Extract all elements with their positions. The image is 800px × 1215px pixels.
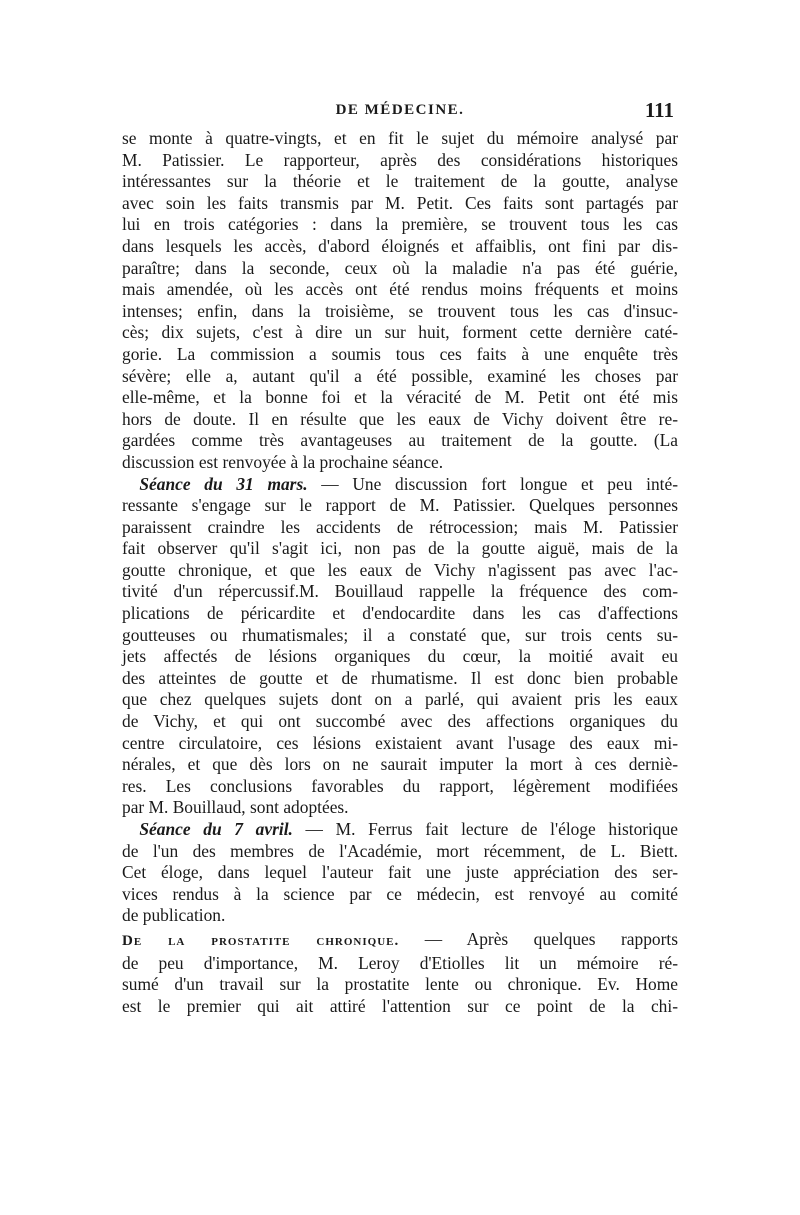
text-line: centre circulatoire, ces lésions existaient avant l'usage des eaux mi- — [122, 732, 678, 753]
text-line: de publication. — [122, 905, 226, 926]
text-line: sumé d'un travail sur la prostatite lente ou chronique. Ev. Home — [122, 974, 678, 995]
text-line: goutteuses ou rhumatismales; il a constaté que, sur trois cents su- — [122, 624, 678, 645]
seance-31-mars-first-line: — Une discussion fort longue et peu inté- — [307, 473, 678, 494]
paragraph-prostatite-body — [122, 953, 678, 1018]
text-line: jets affectés de lésions organiques du cœur, la moitié avait eu — [122, 646, 678, 667]
text-line: cès; dix sujets, c'est à dire un sur huit, forment cette dernière caté- — [122, 322, 678, 343]
page-number: 111 — [644, 98, 674, 122]
text-line: elle-même, et la bonne foi et la véracité de M. Petit ont été mis — [122, 387, 678, 408]
text-line: plications de péricardite et d'endocardite dans les cas d'affections — [122, 603, 678, 624]
page-body — [122, 128, 678, 1017]
text-line: de Vichy, et qui ont succombé avec des affections organiques du — [122, 711, 678, 732]
prostatite-first-line: — Après quelques rapports — [399, 928, 678, 949]
text-line — [122, 819, 678, 841]
text-line: que chez quelques sujets dont on a parlé, qui avaient pris les eaux — [122, 689, 678, 710]
paragraph-goutte-vichy — [122, 128, 678, 474]
text-line: sévère; elle a, autant qu'il a été possible, examiné les choses par — [122, 365, 678, 386]
text-line: lui en trois catégories : dans la première, se trouvent tous les cas — [122, 214, 678, 235]
text-line: dans lesquels les accès, d'abord éloignés et affaiblis, ont fini par dis- — [122, 235, 678, 256]
text-line — [122, 929, 678, 953]
text-line: res. Les conclusions favorables du rapport, légèrement modifiées — [122, 775, 678, 796]
seance-7-avril-first-line: — M. Ferrus fait lecture de l'éloge historique — [292, 819, 678, 839]
text-line: gorie. La commission a soumis tous ces faits à une enquête très — [122, 343, 678, 364]
text-line: mais amendée, où les accès ont été rendus moins fréquents et moins — [122, 279, 678, 300]
page-header — [120, 98, 680, 130]
text-line: intenses; enfin, dans la troisième, se trouvent tous les cas d'insuc- — [122, 300, 678, 321]
text-line: fait observer qu'il s'agit ici, non pas de la goutte aiguë, mais de la — [122, 538, 678, 559]
text-line: M. Patissier. Le rapporteur, après des considérations historiques — [122, 149, 678, 170]
paragraph-seance-7-avril-body — [122, 841, 678, 927]
text-line: nérales, et que dès lors on ne saurait imputer la mort à ces derniè- — [122, 754, 678, 775]
text-line: de l'un des membres de l'Académie, mort récemment, de L. Biett. — [122, 840, 678, 861]
text-line: tivité d'un répercussif.M. Bouillaud rappelle la fréquence des com- — [122, 581, 678, 602]
text-line: Cet éloge, dans lequel l'auteur fait une juste appréciation des ser- — [122, 862, 678, 883]
running-title: DE MÉDECINE. — [335, 102, 465, 118]
text-line: hors de doute. Il en résulte que les eaux de Vichy doivent être re- — [122, 408, 678, 429]
paragraph-seance-31-mars — [122, 474, 678, 820]
text-line: par M. Bouillaud, sont adoptées. — [122, 797, 349, 818]
text-line: des atteintes de goutte et de rhumatisme. Il est donc bien probable — [122, 667, 678, 688]
text-line: discussion est renvoyée à la prochaine séance. — [122, 451, 444, 472]
seance-7-avril-label: Séance du 7 avril. — [139, 819, 293, 839]
text-line: intéressantes sur la théorie et le traitement de la goutte, analyse — [122, 171, 678, 192]
seance-31-mars-label: Séance du 31 mars. — [139, 473, 308, 494]
prostatite-section-title: De la prostatite chronique. — [122, 932, 400, 949]
text-line: paraître; dans la seconde, ceux où la maladie n'a pas été guérie, — [122, 257, 678, 278]
text-line: paraissent craindre les accidents de rétrocession; mais M. Patissier — [122, 516, 678, 537]
paragraph-prostatite — [122, 929, 678, 1017]
text-line: gardées comme très avantageuses au traitement de la goutte. (La — [122, 430, 678, 451]
text-line: ressante s'engage sur le rapport de M. Patissier. Quelques personnes — [122, 495, 678, 516]
text-line: goutte chronique, et que les eaux de Vichy n'agissent pas avec l'ac- — [122, 559, 678, 580]
text-line: vices rendus à la science par ce médecin, est renvoyé au comité — [122, 883, 678, 904]
text-line: de peu d'importance, M. Leroy d'Etiolles lit un mémoire ré- — [122, 952, 678, 973]
text-line: est le premier qui ait attiré l'attention sur ce point de la chi- — [122, 995, 678, 1016]
paragraph-seance-31-mars-body — [122, 495, 678, 819]
paragraph-seance-7-avril — [122, 819, 678, 927]
text-line: se monte à quatre-vingts, et en fit le sujet du mémoire analysé par — [122, 128, 678, 148]
text-line — [122, 474, 678, 496]
text-line: avec soin les faits transmis par M. Petit. Ces faits sont partagés par — [122, 192, 678, 213]
